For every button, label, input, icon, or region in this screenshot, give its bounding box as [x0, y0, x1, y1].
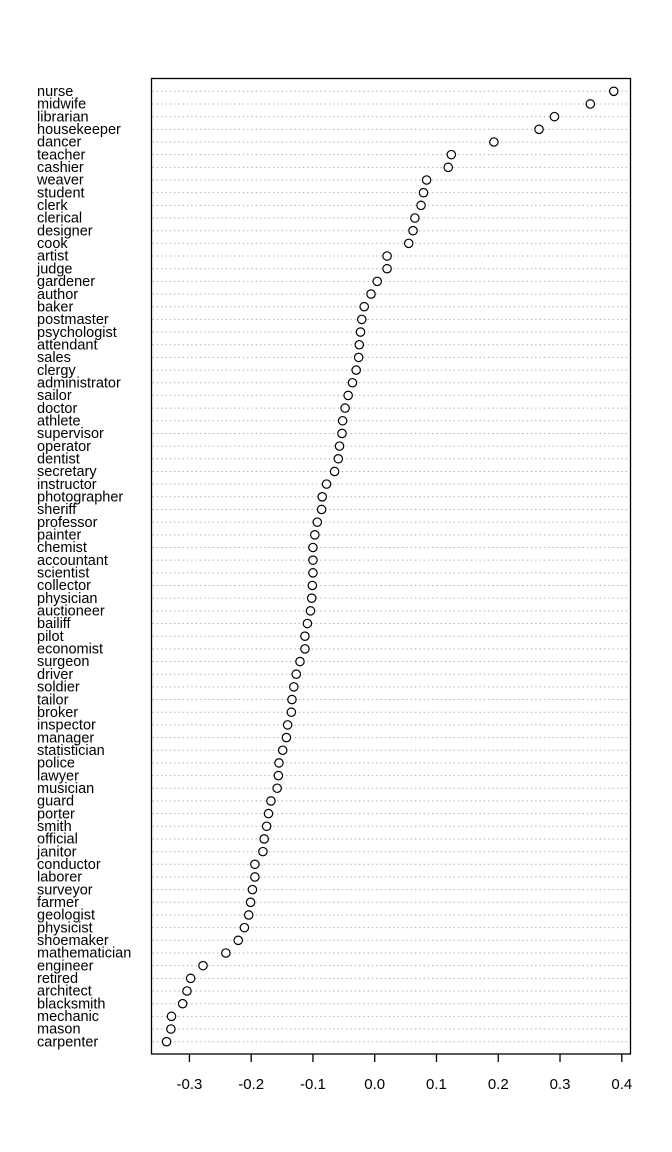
category-label: manager [37, 730, 95, 747]
category-label: administrator [37, 375, 121, 392]
category-label: official [37, 831, 78, 848]
category-label: lawyer [37, 768, 79, 785]
data-point [444, 163, 452, 171]
category-label: tailor [37, 692, 69, 709]
category-label: economist [37, 641, 104, 658]
data-point [162, 1038, 170, 1046]
category-label: housekeeper [37, 122, 121, 139]
category-label: mathematician [37, 945, 132, 962]
category-label: professor [37, 514, 98, 531]
data-point [308, 581, 316, 589]
category-label: postmaster [37, 312, 109, 329]
data-point [309, 543, 317, 551]
category-label: broker [37, 704, 79, 721]
data-point [301, 645, 309, 653]
data-point [610, 87, 618, 95]
category-label: artist [37, 248, 69, 265]
data-point [490, 138, 498, 146]
data-point [348, 379, 356, 387]
category-label: student [37, 185, 85, 202]
x-tick-label: -0.1 [300, 1076, 326, 1093]
data-point [383, 252, 391, 260]
data-point [317, 505, 325, 513]
data-point [355, 341, 363, 349]
category-label: athlete [37, 413, 81, 430]
category-label: farmer [37, 895, 79, 912]
category-label: collector [37, 578, 91, 595]
data-point [183, 987, 191, 995]
x-tick-label: 0.2 [487, 1076, 509, 1093]
category-label: secretary [37, 464, 97, 481]
data-point [251, 860, 259, 868]
category-label: physician [37, 590, 98, 607]
data-point [167, 1025, 175, 1033]
category-label: painter [37, 527, 82, 544]
data-point [260, 835, 268, 843]
data-point [306, 607, 314, 615]
data-point [234, 936, 242, 944]
data-point [335, 442, 343, 450]
category-label: judge [37, 261, 73, 278]
data-point [309, 556, 317, 564]
data-point [288, 695, 296, 703]
x-tick-label: 0.0 [364, 1076, 386, 1093]
category-label: porter [37, 806, 75, 823]
data-point [296, 657, 304, 665]
data-point [411, 214, 419, 222]
data-point [419, 188, 427, 196]
data-point [274, 771, 282, 779]
data-point [417, 201, 425, 209]
data-point [267, 797, 275, 805]
category-label: operator [37, 438, 92, 455]
category-label: inspector [37, 717, 96, 734]
category-label: shoemaker [37, 933, 109, 950]
data-point [240, 923, 248, 931]
x-tick-label: -0.2 [238, 1076, 265, 1093]
data-point [301, 632, 309, 640]
data-point [330, 467, 338, 475]
category-label: cashier [37, 160, 84, 177]
category-label: author [37, 286, 79, 303]
category-label: musician [37, 780, 95, 797]
data-point [308, 594, 316, 602]
category-label: chemist [37, 540, 87, 557]
category-label: architect [37, 983, 92, 1000]
data-point [178, 999, 186, 1007]
category-label: cook [37, 236, 68, 253]
x-tick-label: 0.3 [549, 1076, 571, 1093]
data-point [338, 429, 346, 437]
category-label: accountant [37, 552, 108, 569]
data-point [278, 746, 286, 754]
data-point [283, 721, 291, 729]
category-label: carpenter [37, 1034, 99, 1051]
data-point [338, 417, 346, 425]
category-label: midwife [37, 96, 87, 113]
data-point [358, 315, 366, 323]
data-point [282, 733, 290, 741]
data-point [290, 683, 298, 691]
category-label: dentist [37, 451, 80, 468]
category-label: surveyor [37, 882, 93, 899]
data-point [318, 493, 326, 501]
data-point [373, 277, 381, 285]
data-point [262, 822, 270, 830]
category-label: sailor [37, 388, 72, 405]
category-label: guard [37, 793, 75, 810]
category-label: sheriff [37, 502, 77, 519]
category-label: statistician [37, 742, 105, 759]
data-point [447, 150, 455, 158]
data-point [354, 353, 362, 361]
category-label: bailiff [37, 616, 71, 633]
data-point [199, 961, 207, 969]
plot-frame [152, 79, 631, 1055]
category-label: weaver [37, 172, 84, 189]
category-label: police [37, 755, 75, 772]
data-point [341, 404, 349, 412]
category-label: janitor [37, 844, 77, 861]
category-label: clerical [37, 210, 83, 227]
data-point [292, 670, 300, 678]
data-point [422, 176, 430, 184]
category-label: baker [37, 299, 74, 316]
data-point [248, 885, 256, 893]
category-label: soldier [37, 679, 80, 696]
data-point [352, 366, 360, 374]
x-tick-label: 0.1 [426, 1076, 447, 1093]
data-point [309, 569, 317, 577]
category-label: dancer [37, 134, 82, 151]
data-point [313, 518, 321, 526]
category-label: surgeon [37, 654, 90, 671]
data-point [586, 100, 594, 108]
category-label: photographer [37, 489, 124, 506]
category-label: instructor [37, 476, 97, 493]
category-label: smith [37, 818, 72, 835]
data-point [303, 619, 311, 627]
category-label: auctioneer [37, 603, 105, 620]
data-point [222, 949, 230, 957]
category-label: supervisor [37, 426, 104, 443]
data-point [245, 911, 253, 919]
data-point [287, 708, 295, 716]
category-label: driver [37, 666, 74, 683]
data-point [264, 809, 272, 817]
category-label: librarian [37, 109, 89, 126]
x-tick-label: 0.4 [611, 1076, 633, 1093]
category-label: clergy [37, 362, 76, 379]
data-point [344, 391, 352, 399]
data-point [367, 290, 375, 298]
data-point [186, 974, 194, 982]
category-label: clerk [37, 198, 68, 215]
category-label: scientist [37, 565, 90, 582]
data-point [334, 455, 342, 463]
category-label: geologist [37, 907, 96, 924]
category-label: designer [37, 223, 93, 240]
category-label: sales [37, 350, 71, 367]
data-point [322, 480, 330, 488]
category-label: mason [37, 1021, 81, 1038]
data-point [409, 226, 417, 234]
category-label: teacher [37, 147, 86, 164]
data-point [360, 303, 368, 311]
data-point [273, 784, 281, 792]
data-point [356, 328, 364, 336]
data-point [167, 1012, 175, 1020]
category-label: engineer [37, 958, 94, 975]
category-label: physicist [37, 920, 93, 937]
category-label: doctor [37, 400, 78, 417]
category-label: retired [37, 971, 79, 988]
category-label: mechanic [37, 1009, 100, 1026]
data-point [259, 847, 267, 855]
category-label: laborer [37, 869, 83, 886]
data-point [311, 531, 319, 539]
category-label: pilot [37, 628, 64, 645]
data-point [383, 265, 391, 273]
data-point [404, 239, 412, 247]
category-label: blacksmith [37, 996, 106, 1013]
category-label: psychologist [37, 324, 117, 341]
data-point [550, 112, 558, 120]
category-label: attendant [37, 337, 98, 354]
category-label: conductor [37, 856, 101, 873]
x-tick-label: -0.3 [176, 1076, 203, 1093]
category-label: gardener [37, 274, 96, 291]
data-point [246, 898, 254, 906]
data-point [535, 125, 543, 133]
category-label: nurse [37, 84, 74, 100]
data-point [251, 873, 259, 881]
data-point [275, 759, 283, 767]
